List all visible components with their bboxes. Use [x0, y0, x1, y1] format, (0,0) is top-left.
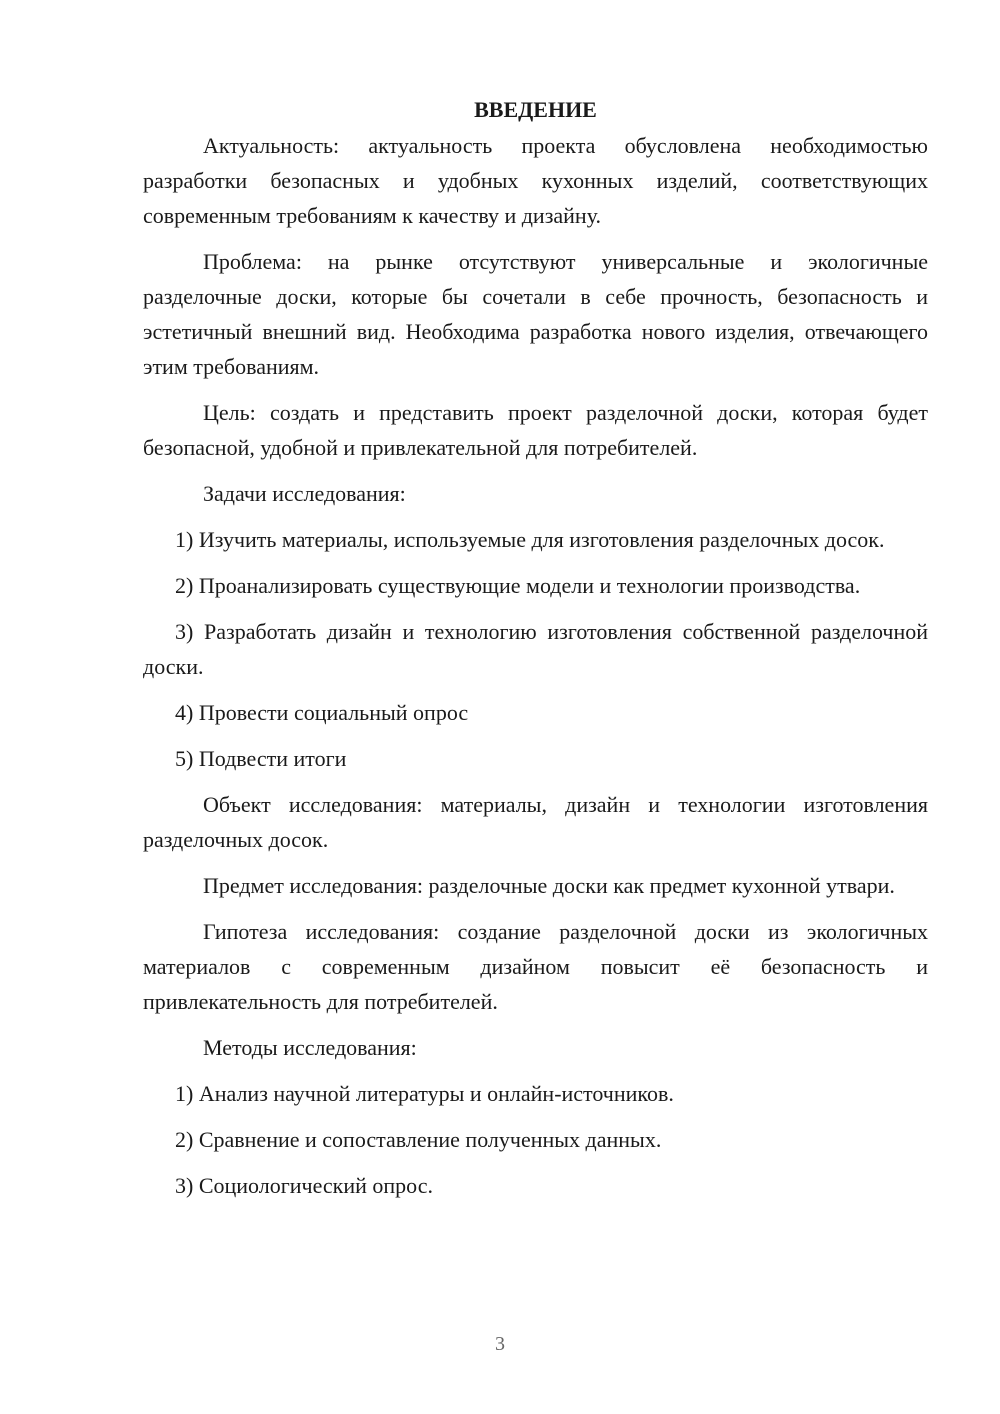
paragraph-subject: Предмет исследования: разделочные доски как предмет кухонной утвари. — [203, 873, 895, 898]
list-item: 1) Анализ научной литературы и онлайн-источников. — [175, 1081, 674, 1106]
list-item: 2) Сравнение и сопоставление полученных данных. — [175, 1127, 662, 1152]
list-item: 3) Социологический опрос. — [175, 1173, 433, 1198]
paragraph-relevance: Актуальность: актуальность проекта обусловлена необходимостью разработки безопасных и удобных кухонных изделий, соответствующих современным требованиям к качеству и дизайну. — [143, 133, 928, 228]
list-item: 1) Изучить материалы, используемые для изготовления разделочных досок. — [175, 527, 885, 552]
list-item: 3) Разработать дизайн и технологию изготовления собственной разделочной доски. — [143, 619, 928, 679]
section-title: ВВЕДЕНИЕ — [474, 97, 597, 122]
paragraph-goal: Цель: создать и представить проект разделочной доски, которая будет безопасной, удобной и привлекательной для потребителей. — [143, 400, 928, 460]
list-item: 4) Провести социальный опрос — [175, 700, 469, 725]
paragraph-methods-heading: Методы исследования: — [203, 1035, 417, 1060]
paragraph-hypothesis: Гипотеза исследования: создание разделочной доски из экологичных материалов с современным дизайном повысит её безопасность и привлекательность для потребителей. — [143, 919, 928, 1014]
list-item: 5) Подвести итоги — [175, 746, 347, 771]
paragraph-problem: Проблема: на рынке отсутствуют универсальные и экологичные разделочные доски, которые бы сочетали в себе прочность, безопасность и эстетичный внешний вид. Необходима разработка нового изделия, отвечающего этим требованиям. — [143, 249, 928, 379]
list-item: 2) Проанализировать существующие модели и технологии производства. — [175, 573, 861, 598]
page-number: 3 — [495, 1333, 505, 1355]
document-page — [143, 94, 928, 1214]
paragraph-object: Объект исследования: материалы, дизайн и технологии изготовления разделочных досок. — [143, 792, 928, 852]
paragraph-tasks-heading: Задачи исследования: — [203, 481, 406, 506]
